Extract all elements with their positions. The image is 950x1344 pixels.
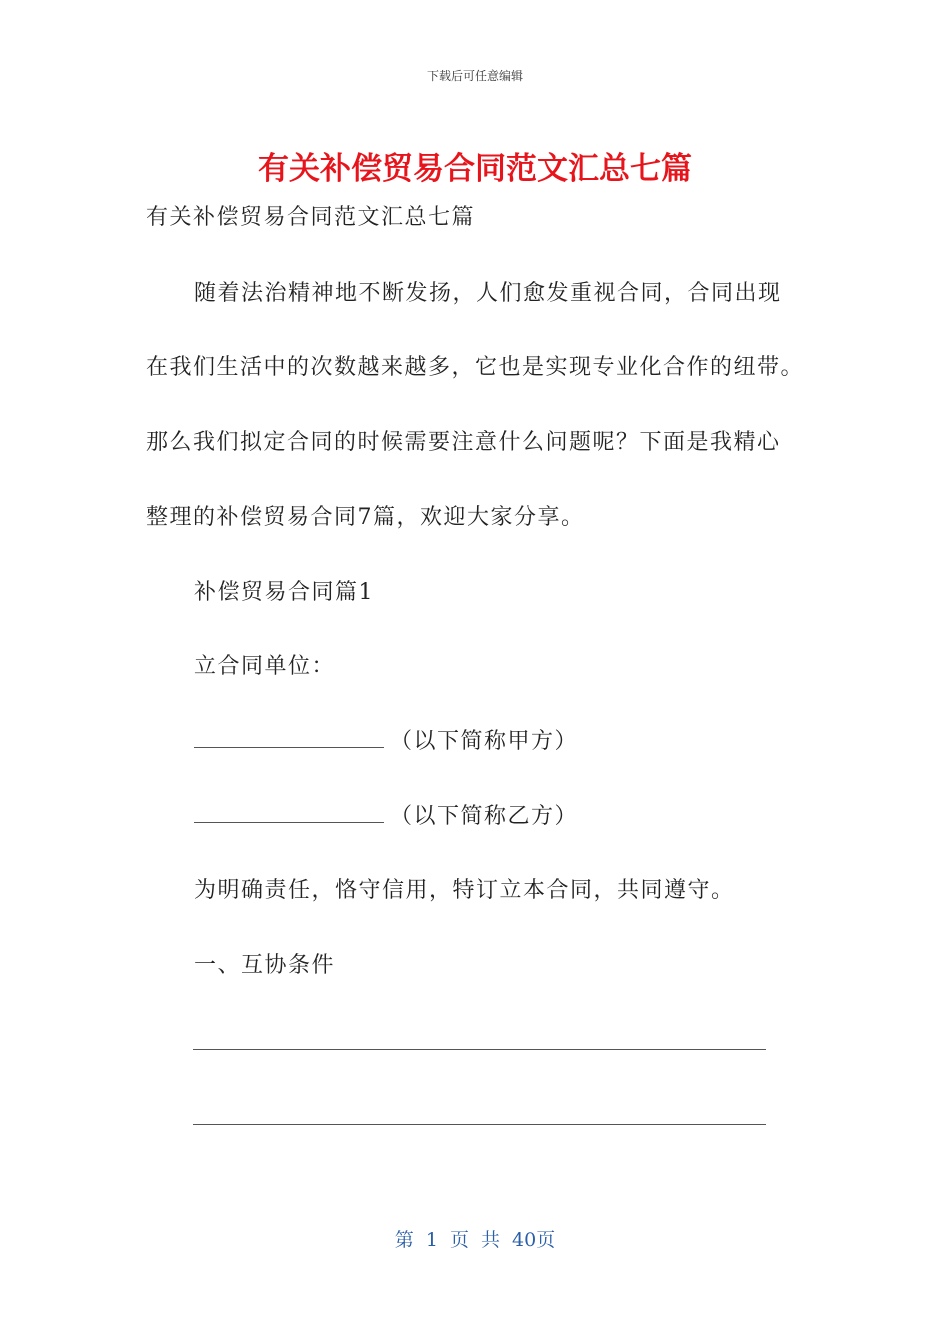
party-a-text: （以下简称甲方）	[390, 729, 579, 754]
intro-line-4: 整理的补偿贸易合同7篇，欢迎大家分享。	[146, 505, 585, 530]
document-title: 有关补偿贸易合同范文汇总七篇	[258, 151, 692, 187]
subtitle-line: 有关补偿贸易合同范文汇总七篇	[146, 205, 476, 230]
clause-1-heading: 一、互协条件	[194, 953, 336, 978]
page-footer: 第 1 页 共 40页	[394, 1229, 556, 1251]
purpose-line: 为明确责任，恪守信用，特订立本合同，共同遵守。	[194, 878, 735, 903]
parties-label: 立合同单位：	[194, 654, 336, 679]
party-a-blank	[194, 727, 384, 748]
party-b-line	[194, 802, 578, 832]
header-note: 下载后可任意编辑	[426, 69, 523, 83]
intro-line-2: 在我们生活中的次数越来越多，它也是实现专业化合作的纽带。	[146, 355, 805, 380]
intro-line-1: 随着法治精神地不断发扬，人们愈发重视合同，合同出现	[194, 281, 782, 306]
party-b-blank	[194, 802, 384, 823]
section-heading: 补偿贸易合同篇1	[194, 580, 374, 605]
intro-line-3: 那么我们拟定合同的时候需要注意什么问题呢？下面是我精心	[146, 430, 781, 455]
blank-rule-1	[193, 1049, 766, 1050]
blank-rule-2	[193, 1124, 766, 1125]
party-a-line	[194, 727, 578, 757]
party-b-text: （以下简称乙方）	[390, 804, 579, 829]
